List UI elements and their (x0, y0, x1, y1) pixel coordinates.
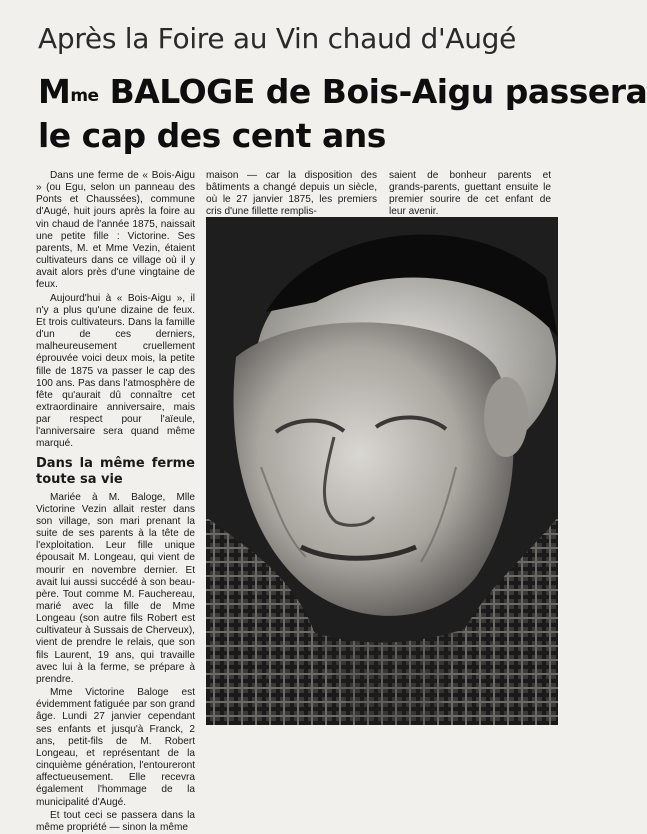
headline (38, 70, 647, 158)
paragraph: Mariée à M. Baloge, Mlle Victorine Vezin allait rester dans son village, son mari prenant la suite de ses parents à la tête de l'exploitation. Leur fille unique épousait M. Longeau, qui vient de mourir en novembre dernier. Et avait lui aussi succédé à son beau-père. Tout comme M. Fauchereau, marié avec la fille de Mme Longeau (son autre fils Robert est cultivateur à Sussais de Cherveux), vient de prendre le relais, que son fils Laurent, 19 ans, qui travaille avec lui à la ferme, se prépare à prendre. (36, 491, 195, 685)
headline-honorific: M (38, 72, 71, 111)
headline-line-1-text: BALOGE de Bois-Aigu passera (98, 72, 647, 111)
paragraph: maison — car la disposition des bâtiments a changé depuis un siècle, où le 27 janvier 1875, les premiers cris d'une fillette remplis- (206, 170, 377, 218)
article-column-3 (389, 170, 551, 219)
headline-honorific-superscript: me (70, 86, 99, 106)
paragraph: saient de bonheur parents et grands-parents, guettant ensuite le premier sourire de cet enfant de leur avenir. (389, 170, 551, 218)
paragraph: Aujourd'hui à « Bois-Aigu », il n'y a plus qu'une dizaine de feux. Et trois cultivateurs. Dans la famille d'un de ces derniers, malheureusement cruellement éprouvée voici deux mois, la petite fille de 1875 va passer le cap des 100 ans. Pas dans l'atmosphère de fête qu'aurait dû connaître cet extraordinaire anniversaire, mais par respect pour l'aïeule, l'anniversaire sera quand même marqué. (36, 292, 195, 450)
paragraph: Dans une ferme de « Bois-Aigu » (ou Egu, selon un panneau des Ponts et Chaussées), commune d'Augé, huit jours après la foire au vin chaud de l'année 1875, naissait une petite fille : Victorine. Ses parents, M. et Mme Vezin, étaient cultivateurs dans ce village où il y avait alors près d'une vingtaine de feux. (36, 170, 195, 291)
section-subheading: Dans la même ferme toute sa vie (36, 455, 195, 487)
paragraph: Mme Victorine Baloge est évidemment fatiguée par son grand âge. Lundi 27 janvier cependant ses enfants et jusqu'à Franck, 2 ans, petit-fils de M. Robert Longeau, et représentant de la cinquième génération, l'entoureront affectueusement. Elle recevra également l'hommage de la municipalité d'Augé. (36, 687, 195, 808)
article-column-1 (36, 170, 195, 834)
portrait-photo (206, 217, 558, 725)
headline-line-2: le cap des cent ans (38, 116, 386, 155)
article-column-2 (206, 170, 377, 219)
paragraph: Et tout ceci se passera dans la même propriété — sinon la même (36, 809, 195, 833)
ear (484, 377, 528, 457)
kicker-title: Après la Foire au Vin chaud d'Augé (38, 22, 517, 55)
portrait-illustration (206, 217, 558, 725)
headline-line-1 (38, 70, 647, 114)
